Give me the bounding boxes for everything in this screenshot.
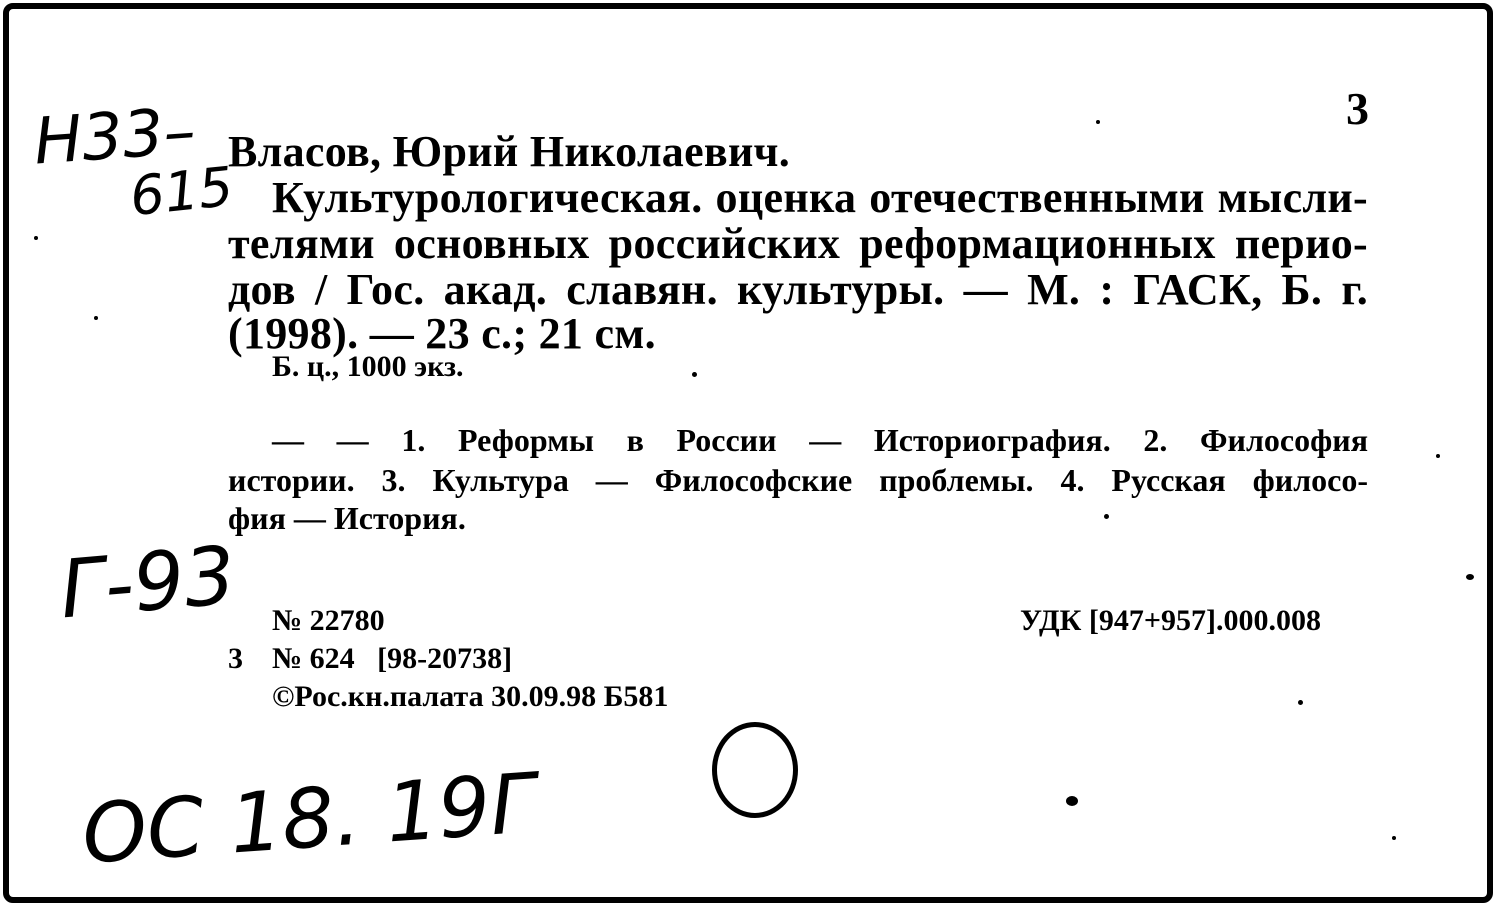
card-number: № 624 [98-20738] xyxy=(272,642,513,675)
udc-code: УДК [947+957].000.008 xyxy=(1020,604,1321,637)
book-chamber-line: ©Рос.кн.палата 30.09.98 Б581 xyxy=(272,680,669,713)
record-number: № 22780 xyxy=(272,604,385,637)
scan-speck xyxy=(1096,120,1100,124)
price-copies: Б. ц., 1000 экз. xyxy=(272,350,464,383)
stamp-circle xyxy=(712,722,798,818)
title-line-4: (1998). — 23 с.; 21 см. xyxy=(228,309,656,358)
scan-speck xyxy=(1066,796,1078,806)
handwritten-inventory-note: ОС 18. 19Г xyxy=(79,756,540,883)
author-heading: Власов, Юрий Николаевич. xyxy=(228,127,791,176)
title-line-2: телями основных российских реформационных перио- xyxy=(228,219,1368,268)
scan-speck xyxy=(1466,574,1474,580)
subject-line-3: фия — История. xyxy=(228,500,466,536)
subject-line-1: — — 1. Реформы в России — Историография. 2. Философия xyxy=(272,422,1368,458)
title-line-1: Культурологическая. оценка отечественными мысли- xyxy=(272,173,1368,222)
scan-speck xyxy=(1436,454,1440,458)
scan-speck xyxy=(692,372,697,377)
handwritten-shelf-mark-sub: 615 xyxy=(126,154,237,229)
subject-line-2: истории. 3. Культура — Философские проблемы. 4. Русская филосо- xyxy=(228,462,1368,498)
page-number: 3 xyxy=(1346,83,1370,134)
scan-speck xyxy=(34,236,38,240)
scan-speck xyxy=(1104,514,1109,519)
handwritten-shelf-mark: Н33– xyxy=(31,94,198,180)
index-prefix: 3 xyxy=(228,642,243,675)
handwritten-author-mark: Г-93 xyxy=(56,528,239,637)
scan-speck xyxy=(1392,836,1396,840)
title-line-3: дов / Гос. акад. славян. культуры. — М. : ГАСК, Б. г. xyxy=(228,265,1368,314)
scan-speck xyxy=(94,316,98,320)
scan-speck xyxy=(1298,700,1303,705)
